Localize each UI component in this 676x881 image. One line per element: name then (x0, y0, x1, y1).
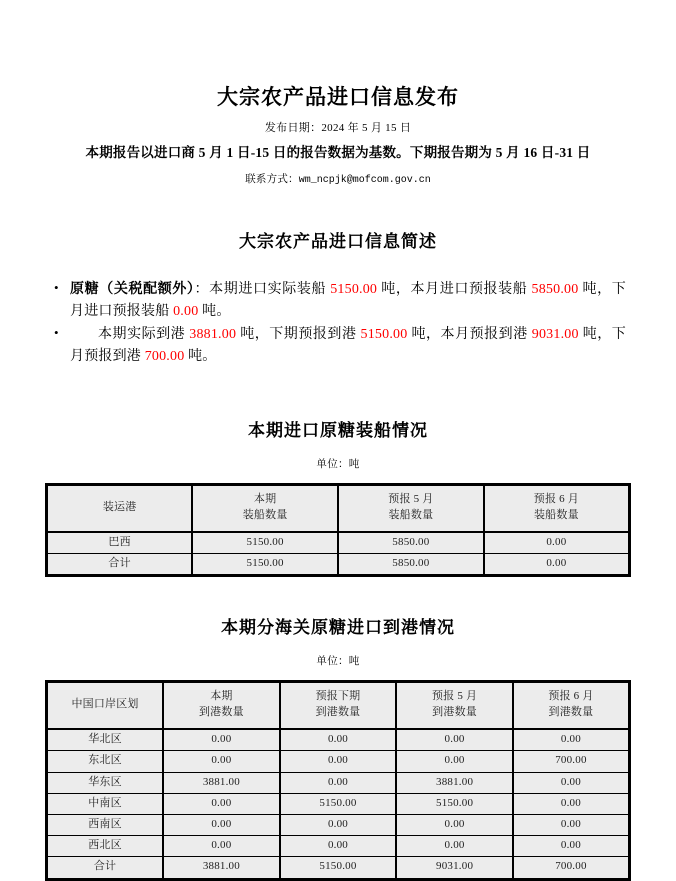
column-header (396, 682, 513, 729)
summary-value: 700.00 (144, 348, 185, 364)
summary-bullet-list (36, 279, 640, 368)
summary-bullet-lead: 原糖（关税配额外） (70, 281, 195, 297)
column-header (484, 484, 630, 531)
table-row (47, 751, 630, 772)
summary-bullet-item (70, 324, 626, 367)
column-header (163, 682, 280, 729)
table1-wrapper (36, 483, 640, 577)
column-header-line2: 到港数量 (548, 706, 594, 719)
contact-line (36, 171, 640, 186)
table-row (47, 772, 630, 793)
row-label-cell: 合计 (47, 553, 193, 575)
row-label-cell: 东北区 (47, 751, 164, 772)
column-header (338, 484, 484, 531)
contact-email: wm_ncpjk@mofcom.gov.cn (298, 174, 431, 186)
table2-section-title: 本期分海关原糖进口到港情况 (221, 618, 455, 638)
data-cell: 5150.00 (280, 857, 397, 879)
table-row (47, 729, 630, 751)
summary-text: 吨，本月预报到港 (407, 327, 532, 343)
row-label-cell: 合计 (47, 857, 164, 879)
table-header-row (47, 682, 630, 729)
row-label-cell: 西南区 (47, 814, 164, 835)
data-cell: 0.00 (396, 836, 513, 857)
table-row (47, 532, 630, 554)
table-header-row (47, 484, 630, 531)
column-header-line1: 本期 (253, 492, 277, 505)
arrival-table-body (47, 729, 630, 879)
data-cell: 0.00 (484, 532, 630, 554)
arrival-table-head (47, 682, 630, 729)
data-cell: 0.00 (280, 772, 397, 793)
data-cell: 700.00 (513, 751, 630, 772)
column-header (192, 484, 338, 531)
row-label-cell: 华东区 (47, 772, 164, 793)
data-cell: 3881.00 (396, 772, 513, 793)
column-header-line2: 装船数量 (242, 508, 288, 521)
document-title: 大宗农产品进口信息发布 (217, 85, 459, 109)
data-cell: 5150.00 (280, 793, 397, 814)
table1-unit-label: 单位：吨 (316, 458, 360, 470)
column-header-line2: 到港数量 (198, 706, 244, 719)
column-header-line1: 预报 5 月 (388, 492, 434, 505)
data-cell: 0.00 (396, 751, 513, 772)
data-cell: 5150.00 (192, 532, 338, 554)
column-header-line1: 中国口岸区划 (71, 698, 139, 711)
data-cell: 700.00 (513, 857, 630, 879)
data-cell: 0.00 (280, 836, 397, 857)
summary-value: 5850.00 (531, 281, 579, 297)
table-row (47, 793, 630, 814)
shipment-table-body (47, 532, 630, 576)
column-header-line2: 装船数量 (388, 508, 434, 521)
data-cell: 5150.00 (192, 553, 338, 575)
data-cell: 0.00 (163, 836, 280, 857)
column-header-line1: 本期 (210, 690, 233, 703)
summary-value: 9031.00 (531, 327, 579, 343)
shipment-table (45, 483, 631, 577)
data-cell: 0.00 (513, 814, 630, 835)
data-cell: 5850.00 (338, 553, 484, 575)
column-header (280, 682, 397, 729)
summary-text: 吨，下期预报到港 (236, 327, 361, 343)
data-cell: 0.00 (280, 729, 397, 751)
column-header-line1: 预报 6 月 (533, 492, 579, 505)
data-cell: 0.00 (513, 836, 630, 857)
table-row (47, 836, 630, 857)
data-cell: 0.00 (396, 729, 513, 751)
column-header-line2: 装船数量 (533, 508, 579, 521)
summary-value: 5150.00 (330, 281, 378, 297)
summary-text: 本期实际到港 (98, 327, 190, 343)
summary-bullet-indent (70, 327, 98, 342)
data-cell: 0.00 (513, 793, 630, 814)
summary-value: 0.00 (173, 303, 199, 319)
column-header (47, 682, 164, 729)
column-header-line2: 到港数量 (315, 706, 361, 719)
table2-unit-label: 单位：吨 (316, 656, 360, 668)
summary-text: 吨，下月进口预报装船 (70, 281, 626, 319)
report-basis-line: 本期报告以进口商 5 月 1 日-15 日的报告数据为基数。下期报告期为 5 月 16 日-31 日 (85, 144, 591, 160)
data-cell: 0.00 (163, 814, 280, 835)
summary-text: 吨。 (184, 348, 217, 364)
data-cell: 9031.00 (396, 857, 513, 879)
summary-value: 3881.00 (189, 327, 237, 343)
data-cell: 0.00 (396, 814, 513, 835)
data-cell: 0.00 (513, 772, 630, 793)
data-cell: 3881.00 (163, 857, 280, 879)
column-header-line1: 预报 5 月 (431, 690, 478, 703)
data-cell: 0.00 (280, 751, 397, 772)
column-header-line1: 预报 6 月 (548, 690, 594, 703)
row-label-cell: 华北区 (47, 729, 164, 751)
table-row (47, 553, 630, 575)
column-header (513, 682, 630, 729)
arrival-table (45, 680, 631, 880)
column-header (47, 484, 193, 531)
data-cell: 0.00 (280, 814, 397, 835)
summary-text: ：本期进口实际装船 (194, 281, 331, 297)
summary-text: 吨。 (198, 303, 231, 319)
publish-date: 发布日期：2024 年 5 月 15 日 (264, 122, 412, 135)
data-cell: 0.00 (163, 793, 280, 814)
summary-bullet-item (70, 279, 626, 322)
row-label-cell: 中南区 (47, 793, 164, 814)
column-header-line1: 装运港 (102, 500, 137, 513)
summary-section-title: 大宗农产品进口信息简述 (239, 231, 437, 251)
data-cell: 5850.00 (338, 532, 484, 554)
row-label-cell: 西北区 (47, 836, 164, 857)
column-header-line2: 到港数量 (432, 706, 477, 719)
summary-value: 5150.00 (360, 327, 408, 343)
table1-section-title: 本期进口原糖装船情况 (248, 420, 428, 440)
data-cell: 0.00 (163, 751, 280, 772)
summary-text: 吨，本月进口预报装船 (377, 281, 532, 297)
column-header-line1: 预报下期 (315, 690, 361, 703)
data-cell: 0.00 (163, 729, 280, 751)
table-row (47, 814, 630, 835)
contact-label: 联系方式： (245, 173, 299, 185)
table-row (47, 857, 630, 879)
data-cell: 3881.00 (163, 772, 280, 793)
shipment-table-head (47, 484, 630, 531)
data-cell: 5150.00 (396, 793, 513, 814)
summary-text: 吨，下月预报到港 (70, 327, 626, 364)
table2-wrapper (36, 680, 640, 880)
data-cell: 0.00 (513, 729, 630, 751)
data-cell: 0.00 (484, 553, 630, 575)
row-label-cell: 巴西 (47, 532, 193, 554)
